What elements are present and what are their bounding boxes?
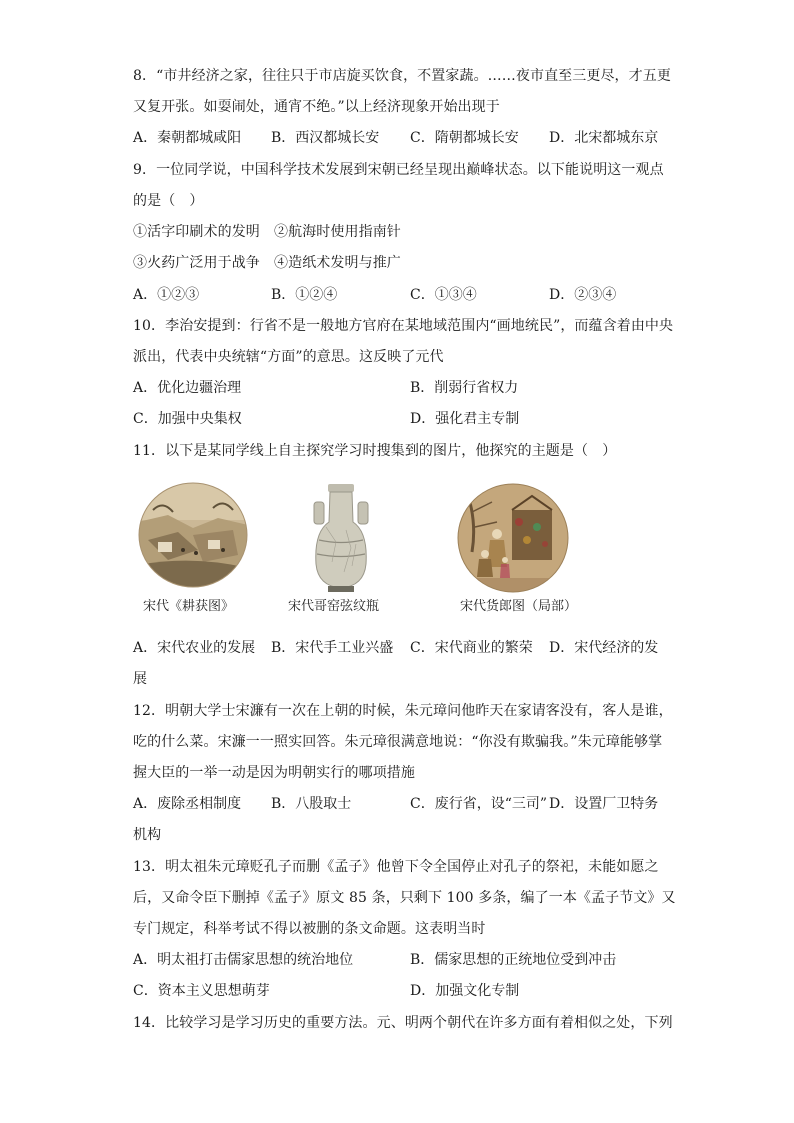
q8-option-a[interactable]: A．秦朝都城咸阳 [133, 130, 242, 146]
peddler-painting-image [457, 482, 569, 594]
ge-kiln-vase-image [306, 482, 376, 594]
q8-option-d[interactable]: D．北宋都城东京 [549, 130, 659, 146]
q13-option-a[interactable]: A．明太祖打击儒家思想的统治地位 [133, 952, 354, 968]
q9-items-line-1: ①活字印刷术的发明 ②航海时使用指南针 [133, 224, 401, 240]
q12-stem-line-1: 12．明朝大学士宋濂有一次在上朝的时候，朱元璋问他昨天在家请客没有，客人是谁， [133, 703, 673, 719]
q9-option-b[interactable]: B．①②④ [271, 287, 338, 303]
q11-option-b[interactable]: B．宋代手工业兴盛 [271, 640, 394, 656]
q11-stem-line-1: 11．以下是某同学线上自主探究学习时搜集到的图片，他探究的主题是（ ） [133, 443, 617, 459]
q11-option-c[interactable]: C．宋代商业的繁荣 [410, 640, 533, 656]
q12-option-b[interactable]: B．八股取士 [271, 796, 352, 812]
q14-stem-line-1: 14．比较学习是学习历史的重要方法。元、明两个朝代在许多方面有着相似之处，下列 [133, 1015, 673, 1031]
q10-stem-line-2: 派出，代表中央统辖“方面”的意思。这反映了元代 [133, 349, 444, 365]
ge-kiln-vase-caption: 宋代哥窑弦纹瓶 [288, 599, 380, 614]
q11-option-a[interactable]: A．宋代农业的发展 [133, 640, 256, 656]
q12-stem-line-3: 握大臣的一举一动是因为明朝实行的哪项措施 [133, 765, 415, 781]
q13-option-b[interactable]: B．儒家思想的正统地位受到冲击 [410, 952, 617, 968]
q13-option-c[interactable]: C．资本主义思想萌芽 [133, 983, 270, 999]
q12-option-d[interactable]: D．设置厂卫特务 [549, 796, 659, 812]
q9-stem-line-2: 的是（ ） [133, 193, 204, 209]
peddler-painting-caption: 宋代货郎图（局部） [460, 599, 578, 614]
q10-option-d[interactable]: D．强化君主专制 [410, 411, 520, 427]
q8-stem-line-2: 又复开张。如耍闹处，通宵不绝。”以上经济现象开始出现于 [133, 99, 500, 115]
q13-option-d[interactable]: D．加强文化专制 [410, 983, 520, 999]
harvest-painting-image [138, 480, 248, 590]
q9-option-d[interactable]: D．②③④ [549, 287, 617, 303]
q13-stem-line-3: 专门规定，科举考试不得以被删的条文命题。这表明当时 [133, 921, 486, 937]
q9-option-c[interactable]: C．①③④ [410, 287, 477, 303]
q10-option-c[interactable]: C．加强中央集权 [133, 411, 242, 427]
q10-option-a[interactable]: A．优化边疆治理 [133, 380, 242, 396]
q10-stem-line-1: 10．李治安提到：行省不是一般地方官府在某地域范围内“画地统民”，而蕴含着由中央 [133, 318, 674, 334]
q9-items-line-2: ③火药广泛用于战争 ④造纸术发明与推广 [133, 255, 401, 271]
q11-option-d[interactable]: D．宋代经济的发 [549, 640, 659, 656]
q12-option-a[interactable]: A．废除丞相制度 [133, 796, 242, 812]
q9-stem-line-1: 9．一位同学说，中国科学技术发展到宋朝已经呈现出巅峰状态。以下能说明这一观点 [133, 162, 664, 178]
q10-option-b[interactable]: B．削弱行省权力 [410, 380, 519, 396]
q8-option-c[interactable]: C．隋朝都城长安 [410, 130, 519, 146]
q13-stem-line-2: 后，又命令臣下删掉《孟子》原文 85 条，只剩下 100 多条，编了一本《孟子节文》又 [133, 890, 676, 906]
q12-option-d-wrap: 机构 [133, 827, 162, 843]
q12-stem-line-2: 吃的什么菜。宋濂一一照实回答。朱元璋很满意地说：“你没有欺骗我。”朱元璋能够掌 [133, 734, 663, 750]
q8-stem-line-1: 8．“市井经济之家，往往只于市店旋买饮食，不置家蔬。……夜市直至三更尽，才五更 [133, 68, 671, 84]
q8-option-b[interactable]: B．西汉都城长安 [271, 130, 380, 146]
q9-option-a[interactable]: A．①②③ [133, 287, 200, 303]
q13-stem-line-1: 13．明太祖朱元璋贬孔子而删《孟子》他曾下令全国停止对孔子的祭祀，未能如愿之 [133, 859, 659, 875]
q11-option-d-wrap: 展 [133, 671, 148, 687]
q12-option-c[interactable]: C．废行省，设“三司” [410, 796, 548, 812]
harvest-painting-caption: 宋代《耕获图》 [143, 599, 235, 614]
